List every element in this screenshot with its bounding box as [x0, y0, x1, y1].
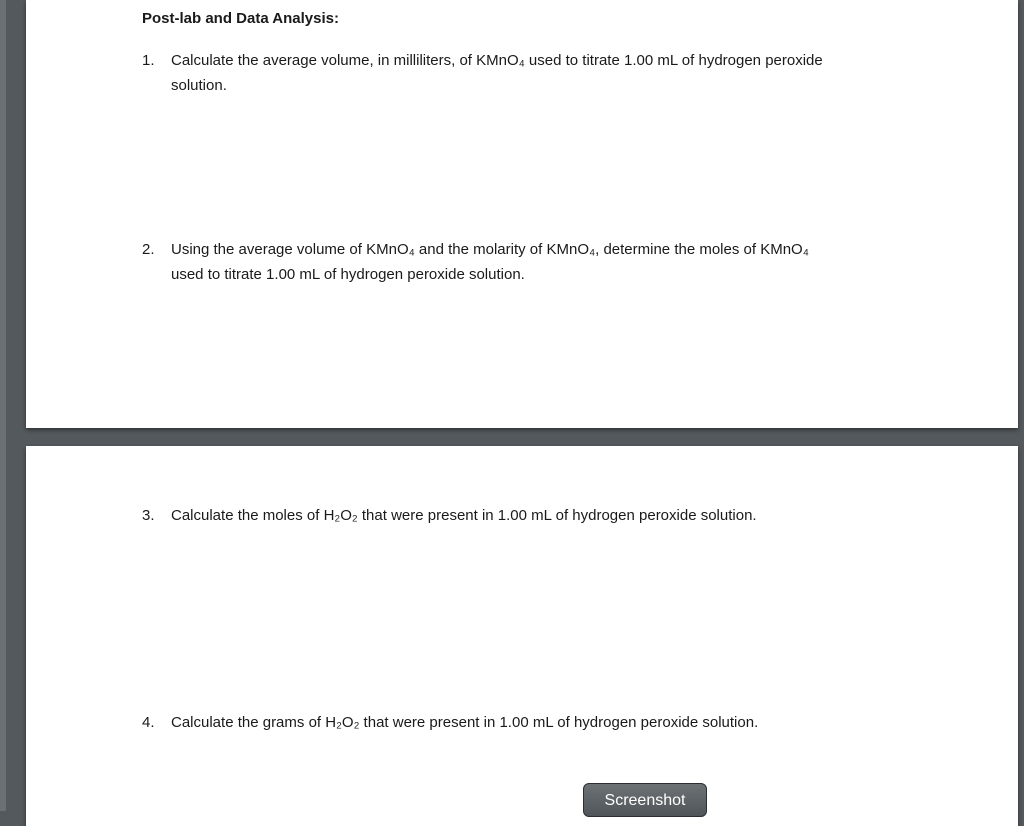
question-text	[171, 48, 823, 98]
question-line: Calculate the grams of H₂O₂ that were present in 1.00 mL of hydrogen peroxide solution.	[171, 714, 759, 731]
question-line: Calculate the average volume, in milliliters, of KMnO₄ used to titrate 1.00 mL of hydrogen peroxide	[171, 52, 823, 69]
question-number: 1.	[142, 52, 155, 69]
question-number: 3.	[142, 507, 155, 524]
question-line: Calculate the moles of H₂O₂ that were present in 1.00 mL of hydrogen peroxide solution.	[171, 507, 757, 524]
question-text	[171, 710, 758, 735]
question-number: 4.	[142, 714, 155, 731]
document-page-2	[26, 446, 1018, 826]
document-page-1	[26, 0, 1018, 428]
screenshot-button[interactable]: Screenshot	[583, 783, 707, 817]
question-line: used to titrate 1.00 mL of hydrogen peroxide solution.	[171, 266, 525, 283]
question-line: Using the average volume of KMnO₄ and the molarity of KMnO₄, determine the moles of KMnO₄	[171, 241, 809, 258]
question-text	[171, 237, 809, 287]
section-heading: Post-lab and Data Analysis:	[142, 10, 339, 27]
question-text	[171, 503, 757, 528]
question-line: solution.	[171, 77, 227, 94]
question-number: 2.	[142, 241, 155, 258]
viewer-left-edge	[0, 0, 6, 811]
